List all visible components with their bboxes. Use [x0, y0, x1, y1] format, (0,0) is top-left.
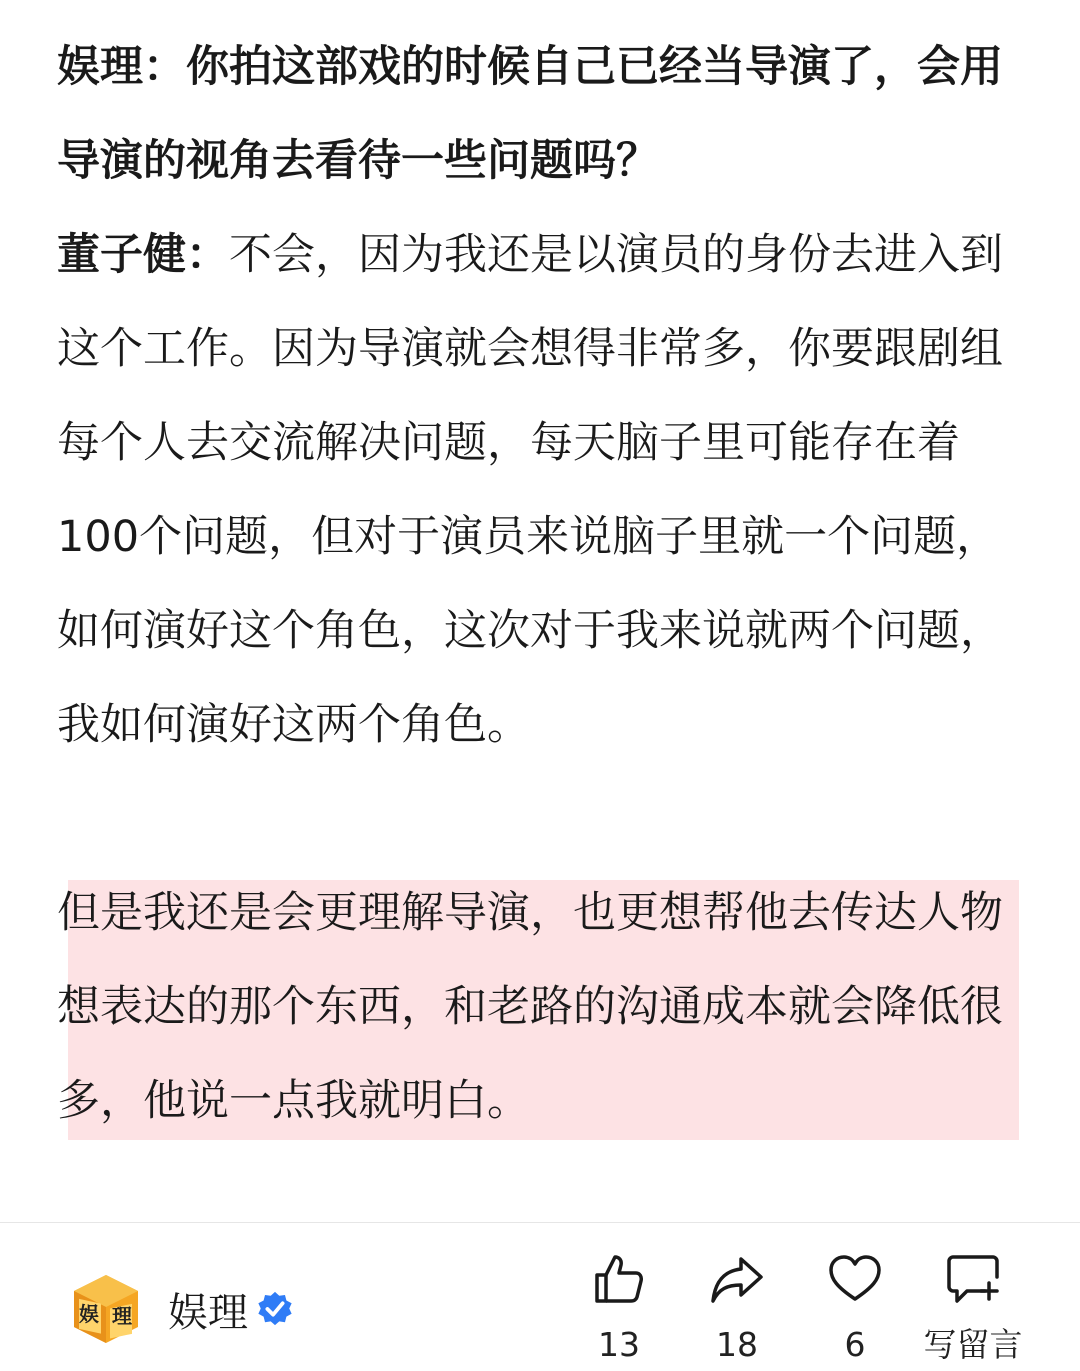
- author-name[interactable]: 娱理: [168, 1289, 248, 1336]
- interviewer-label: 娱理：: [57, 42, 186, 92]
- svg-text:娱: 娱: [79, 1302, 99, 1326]
- heart-icon: [827, 1251, 883, 1307]
- answer-paragraph: [57, 208, 1023, 772]
- highlighted-text: 但是我还是会更理解导演，也更想帮他去传达人物想表达的那个东西，和老路的沟通成本就会降低很多，他说一点我就明白。: [57, 888, 1003, 1126]
- article-footer: [0, 1223, 1080, 1371]
- verified-badge-icon: [256, 1290, 294, 1328]
- share-button[interactable]: [678, 1251, 796, 1365]
- like-count: 13: [598, 1325, 640, 1364]
- article-body: [57, 20, 1023, 1148]
- question-paragraph: [57, 20, 1023, 208]
- svg-text:理: 理: [112, 1304, 132, 1328]
- answer-text: 不会，因为我还是以演员的身份去进入到这个工作。因为导演就会想得非常多，你要跟剧组每个人去交流解决问题，每天脑子里可能存在着100个问题，但对于演员来说脑子里就一个问题，如何演好这个角色，这次对于我来说就两个问题，我如何演好这两个角色。: [57, 230, 1003, 750]
- comment-label: 写留言: [923, 1325, 1023, 1364]
- thumbs-up-icon: [591, 1251, 647, 1307]
- favorite-count: 6: [844, 1325, 866, 1364]
- share-count: 18: [716, 1325, 758, 1364]
- author-info[interactable]: [70, 1273, 294, 1345]
- interviewee-label: 董子健：: [57, 230, 229, 280]
- favorite-button[interactable]: [796, 1251, 914, 1365]
- comment-icon: [945, 1251, 1001, 1307]
- paragraph-gap: [57, 772, 1023, 866]
- action-bar: [560, 1251, 1032, 1365]
- like-button[interactable]: [560, 1251, 678, 1365]
- comment-button[interactable]: [914, 1251, 1032, 1365]
- share-icon: [709, 1251, 765, 1307]
- author-avatar[interactable]: [70, 1273, 142, 1345]
- highlighted-quote: [57, 866, 1023, 1148]
- avatar-logo-icon: [70, 1273, 142, 1345]
- question-text: 你拍这部戏的时候自己已经当导演了，会用导演的视角去看待一些问题吗？: [57, 42, 1003, 186]
